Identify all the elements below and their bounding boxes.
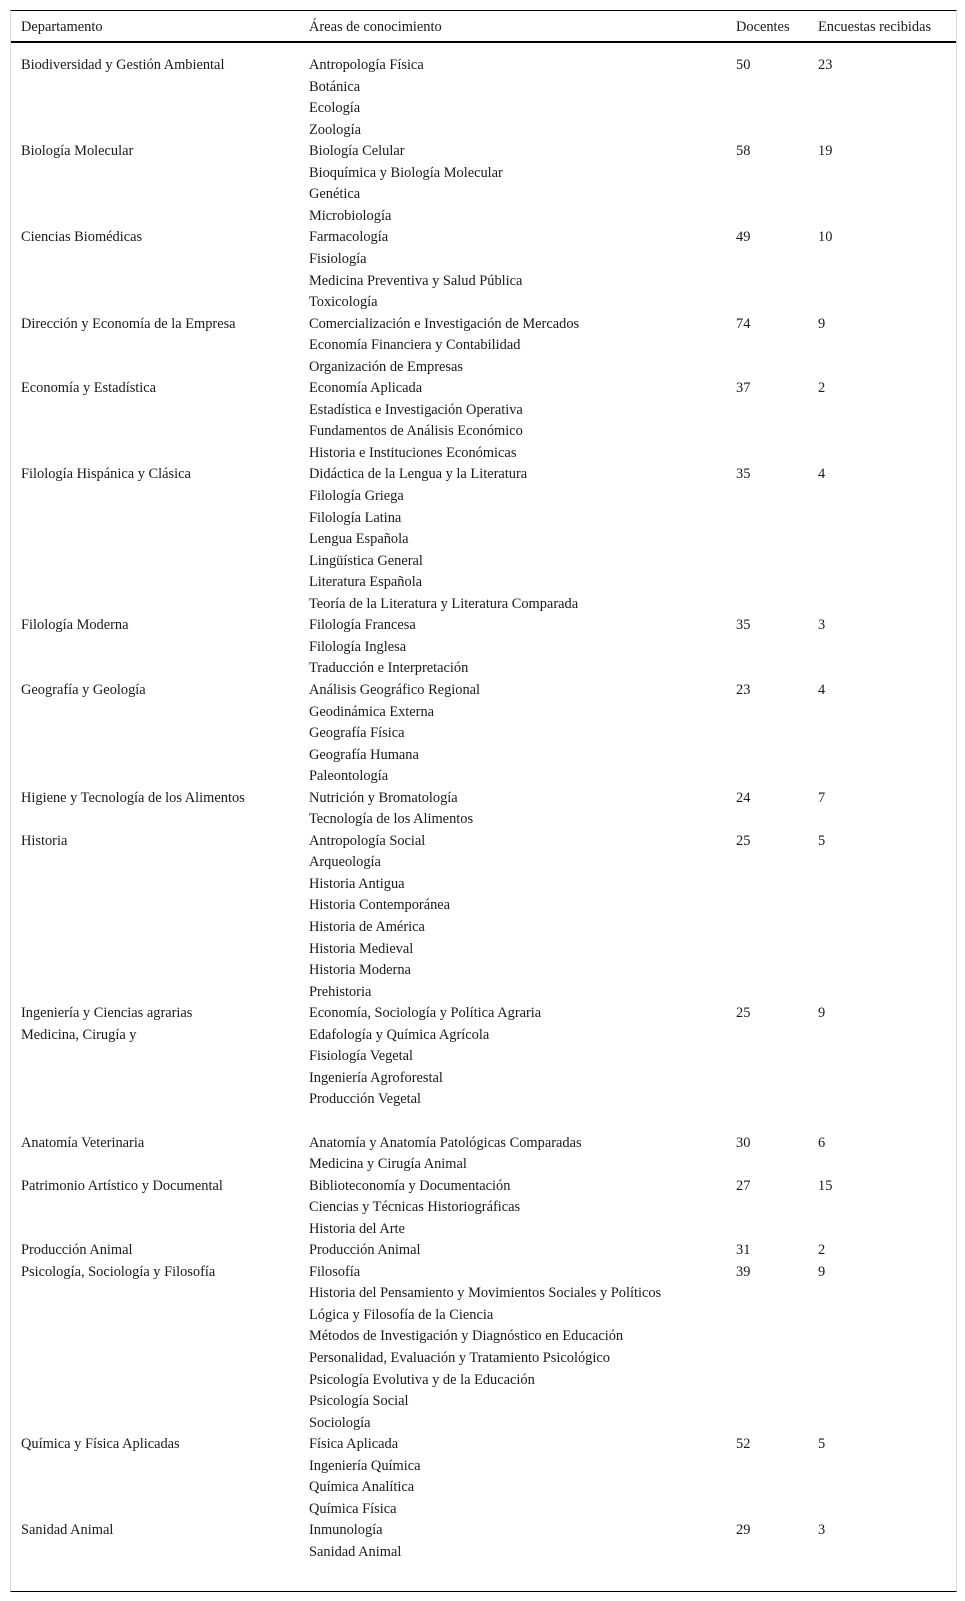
- knowledge-area: Producción Animal: [309, 1242, 421, 1259]
- knowledge-area: Química Analítica: [309, 1479, 415, 1496]
- knowledge-area: Economía, Sociología y Política Agraria: [309, 1005, 542, 1022]
- department-name: Producción Animal: [21, 1242, 133, 1259]
- docentes-count: 49: [736, 229, 751, 246]
- header-docentes: Docentes: [736, 19, 790, 35]
- encuestas-count: 9: [818, 1263, 826, 1280]
- knowledge-area: Historia del Pensamiento y Movimientos Sociales y Políticos: [309, 1285, 662, 1302]
- knowledge-area: Filología Francesa: [309, 617, 416, 634]
- knowledge-area: Geodinámica Externa: [309, 703, 435, 720]
- knowledge-area: Psicología Evolutiva y de la Educación: [309, 1371, 535, 1388]
- knowledge-area: Inmunología: [309, 1522, 383, 1539]
- knowledge-area: Historia de América: [309, 919, 425, 935]
- docentes-count: 24: [736, 789, 751, 806]
- knowledge-area: Métodos de Investigación y Diagnóstico en Educación: [309, 1328, 624, 1345]
- docentes-count: 35: [736, 466, 751, 483]
- department-name: Sanidad Animal: [21, 1522, 114, 1539]
- knowledge-area: Zoología: [309, 121, 361, 138]
- knowledge-area: Fisiología: [309, 250, 367, 267]
- knowledge-area: Psicología Social: [309, 1393, 409, 1410]
- department-name: Anatomía Veterinaria: [21, 1134, 145, 1151]
- knowledge-area: Economía Aplicada: [309, 380, 423, 397]
- department-name: Psicología, Sociología y Filosofía: [21, 1263, 216, 1280]
- header-departamento: Departamento: [21, 19, 103, 35]
- knowledge-area: Traducción e Interpretación: [309, 660, 469, 677]
- department-name: Dirección y Economía de la Empresa: [21, 315, 236, 332]
- knowledge-area: Arqueología: [309, 854, 381, 871]
- encuestas-count: 9: [818, 315, 826, 332]
- docentes-count: 31: [736, 1242, 751, 1259]
- knowledge-area: Fundamentos de Análisis Económico: [309, 423, 523, 440]
- knowledge-area: Historia Contemporánea: [309, 897, 451, 914]
- department-name: Filología Moderna: [21, 617, 129, 634]
- department-name: Ingeniería y Ciencias agrarias: [21, 1005, 193, 1022]
- encuestas-count: 5: [818, 1436, 826, 1453]
- knowledge-area: Tecnología de los Alimentos: [309, 811, 474, 828]
- encuestas-count: 2: [818, 1242, 826, 1259]
- knowledge-area: Ingeniería Química: [309, 1457, 421, 1474]
- knowledge-area: Ciencias y Técnicas Historiográficas: [309, 1199, 521, 1216]
- knowledge-area: Anatomía y Anatomía Patológicas Comparadas: [309, 1134, 582, 1151]
- knowledge-area: Física Aplicada: [309, 1436, 399, 1453]
- data-table: [10, 10, 957, 1592]
- knowledge-area: Ingeniería Agroforestal: [309, 1069, 443, 1086]
- department-name: Biología Molecular: [21, 143, 134, 160]
- knowledge-area: Medicina y Cirugía Animal: [309, 1156, 467, 1173]
- department-name: Filología Hispánica y Clásica: [21, 466, 191, 483]
- knowledge-area: Toxicología: [309, 294, 378, 311]
- encuestas-count: 6: [818, 1134, 826, 1151]
- encuestas-count: 19: [818, 143, 833, 160]
- docentes-count: 52: [736, 1436, 751, 1453]
- knowledge-area: Biblioteconomía y Documentación: [309, 1177, 511, 1194]
- knowledge-area: Fisiología Vegetal: [309, 1048, 414, 1065]
- knowledge-area: Antropología Física: [309, 57, 424, 73]
- department-name: Economía y Estadística: [21, 380, 157, 397]
- encuestas-count: 3: [818, 1522, 826, 1539]
- knowledge-area: Didáctica de la Lengua y la Literatura: [309, 466, 528, 483]
- docentes-count: 35: [736, 617, 751, 634]
- encuestas-count: 4: [818, 466, 826, 483]
- knowledge-area: Edafología y Química Agrícola: [309, 1026, 490, 1043]
- knowledge-area: Literatura Española: [309, 574, 423, 591]
- encuestas-count: 3: [818, 617, 826, 634]
- department-name: Patrimonio Artístico y Documental: [21, 1177, 223, 1194]
- docentes-count: 23: [736, 681, 751, 698]
- docentes-count: 25: [736, 832, 751, 849]
- header-areas: Áreas de conocimiento: [309, 19, 442, 35]
- docentes-count: 50: [736, 57, 751, 73]
- knowledge-area: Historia Medieval: [309, 940, 414, 957]
- encuestas-count: 10: [818, 229, 833, 246]
- table-header: [11, 11, 956, 43]
- knowledge-area: Bioquímica y Biología Molecular: [309, 164, 503, 181]
- knowledge-area: Sociología: [309, 1414, 371, 1431]
- encuestas-count: 9: [818, 1005, 826, 1022]
- docentes-count: 58: [736, 143, 751, 160]
- knowledge-area: Medicina Preventiva y Salud Pública: [309, 272, 523, 289]
- knowledge-area: Biología Celular: [309, 143, 405, 160]
- knowledge-area: Geografía Humana: [309, 746, 419, 763]
- knowledge-area: Personalidad, Evaluación y Tratamiento Psicológico: [309, 1350, 610, 1366]
- knowledge-area: Genética: [309, 186, 361, 203]
- knowledge-area: Comercialización e Investigación de Mercados: [309, 315, 580, 332]
- encuestas-count: 2: [818, 380, 826, 397]
- knowledge-area: Antropología Social: [309, 832, 426, 849]
- knowledge-area: Filología Inglesa: [309, 638, 407, 655]
- header-encuestas: Encuestas recibidas: [818, 19, 932, 35]
- knowledge-area: Filología Latina: [309, 509, 402, 526]
- docentes-count: 74: [736, 315, 751, 332]
- docentes-count: 27: [736, 1177, 751, 1194]
- knowledge-area: Geografía Física: [309, 725, 405, 742]
- department-name: Higiene y Tecnología de los Alimentos: [21, 789, 245, 806]
- encuestas-count: 7: [818, 789, 826, 806]
- knowledge-area: Lengua Española: [309, 531, 409, 548]
- knowledge-area: Ecología: [309, 100, 361, 117]
- encuestas-count: 4: [818, 681, 826, 698]
- knowledge-area: Nutrición y Bromatología: [309, 789, 458, 806]
- knowledge-area: Historia del Arte: [309, 1220, 405, 1237]
- knowledge-area: Farmacología: [309, 229, 389, 246]
- docentes-count: 25: [736, 1005, 751, 1022]
- department-name: Biodiversidad y Gestión Ambiental: [21, 57, 225, 73]
- knowledge-area: Microbiología: [309, 207, 392, 224]
- knowledge-area: Historia Moderna: [309, 962, 411, 979]
- docentes-count: 39: [736, 1263, 751, 1280]
- department-name: Historia: [21, 832, 68, 849]
- knowledge-area: Producción Vegetal: [309, 1091, 422, 1108]
- knowledge-area: Teoría de la Literatura y Literatura Comparada: [309, 595, 579, 612]
- knowledge-area: Lógica y Filosofía de la Ciencia: [309, 1306, 494, 1323]
- docentes-count: 30: [736, 1134, 751, 1151]
- knowledge-area: Organización de Empresas: [309, 358, 463, 375]
- knowledge-area: Análisis Geográfico Regional: [309, 681, 481, 698]
- docentes-count: 29: [736, 1522, 751, 1539]
- knowledge-area: Química Física: [309, 1500, 397, 1517]
- knowledge-area: Prehistoria: [309, 983, 372, 1000]
- encuestas-count: 15: [818, 1177, 833, 1194]
- encuestas-count: 23: [818, 57, 833, 73]
- department-name: Medicina, Cirugía y: [21, 1026, 137, 1043]
- knowledge-area: Paleontología: [309, 768, 389, 785]
- docentes-count: 37: [736, 380, 751, 397]
- knowledge-area: Estadística e Investigación Operativa: [309, 401, 523, 418]
- encuestas-count: 5: [818, 832, 826, 849]
- knowledge-area: Sanidad Animal: [309, 1543, 402, 1560]
- knowledge-area: Lingüística General: [309, 552, 423, 569]
- knowledge-area: Filología Griega: [309, 488, 404, 504]
- department-name: Geografía y Geología: [21, 681, 146, 698]
- knowledge-area: Botánica: [309, 78, 361, 95]
- knowledge-area: Filosofía: [309, 1263, 361, 1280]
- knowledge-area: Economía Financiera y Contabilidad: [309, 337, 521, 354]
- department-name: Química y Física Aplicadas: [21, 1436, 180, 1453]
- knowledge-area: Historia e Instituciones Económicas: [309, 444, 517, 461]
- knowledge-area: Historia Antigua: [309, 875, 405, 892]
- department-name: Ciencias Biomédicas: [21, 229, 143, 246]
